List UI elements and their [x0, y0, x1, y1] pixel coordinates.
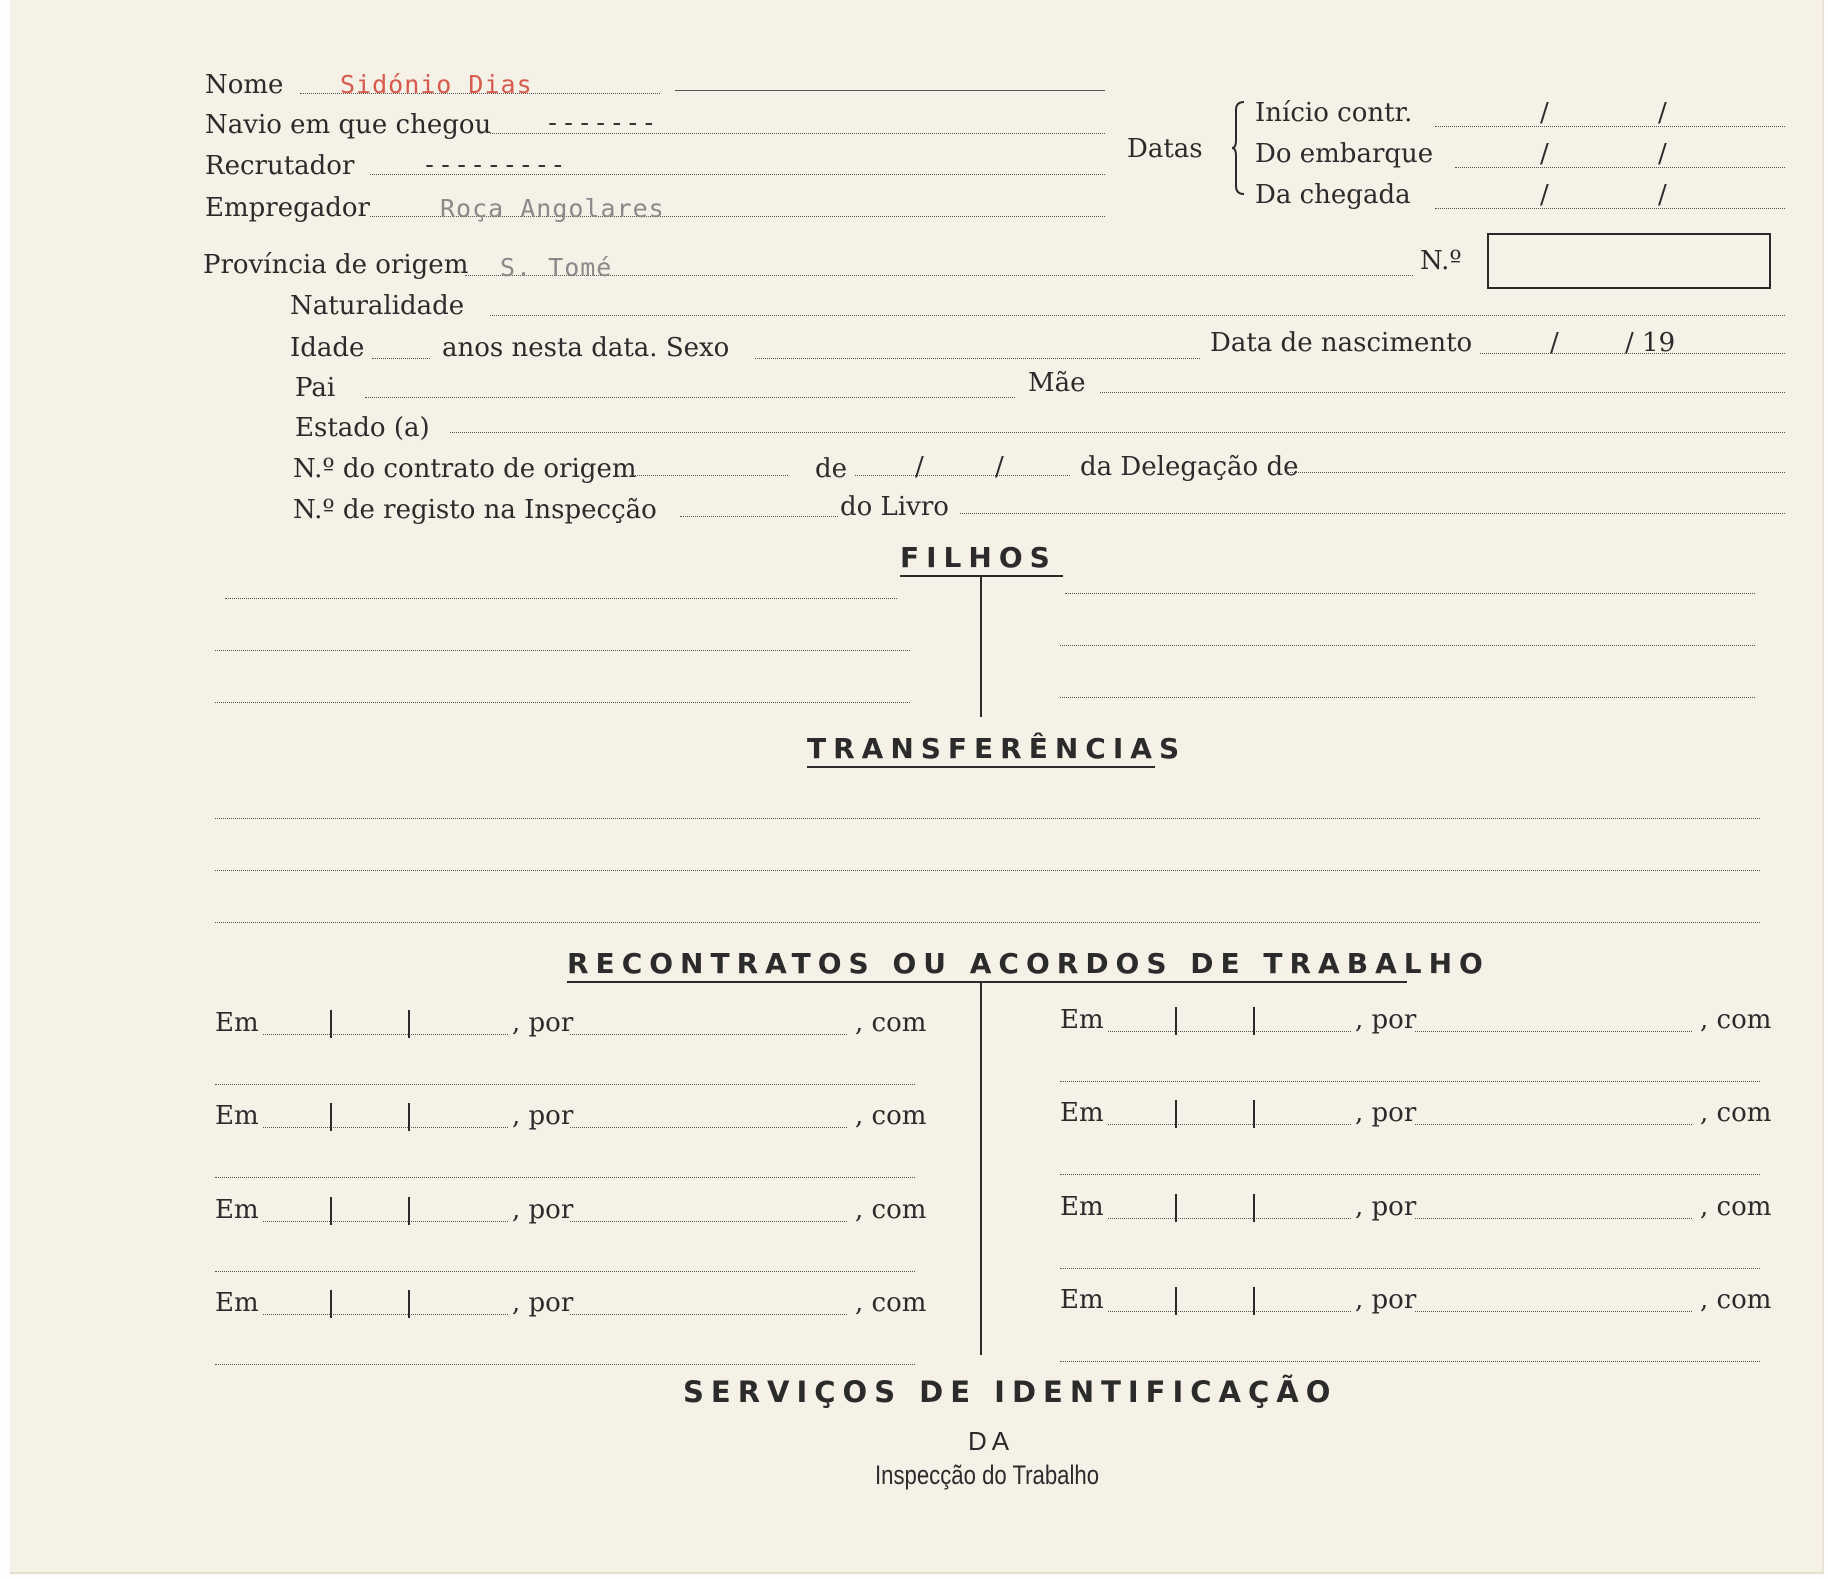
- recontrato-por-line: [570, 1314, 847, 1315]
- recontrato-com-label: , com: [1700, 1192, 1772, 1222]
- recontrato-date-line: [263, 1314, 508, 1315]
- recontrato-em-label: Em: [1060, 1285, 1104, 1315]
- recontrato-por-line: [1415, 1311, 1692, 1312]
- recontrato-com-label: , com: [855, 1008, 927, 1038]
- idade-label: Idade: [290, 333, 365, 363]
- nascimento-slash: /: [1550, 328, 1559, 358]
- chegada-label: Da chegada: [1255, 180, 1411, 210]
- recontrato-em-label: Em: [1060, 1098, 1104, 1128]
- recrutador-label: Recrutador: [205, 151, 355, 181]
- registo-label: N.º de registo na Inspecção: [293, 495, 657, 525]
- recontrato-continuation-line: [1060, 1174, 1760, 1175]
- sexo-line: [755, 358, 1200, 359]
- footer-da: DA: [968, 1426, 1015, 1456]
- filhos-line-l2: [215, 650, 910, 651]
- embarque-line: [1455, 167, 1785, 168]
- inicio-slash-2: /: [1658, 98, 1667, 128]
- chegada-slash-1: /: [1540, 180, 1549, 210]
- recontrato-date-tick: [1175, 1194, 1177, 1222]
- recontrato-por-line: [570, 1221, 847, 1222]
- mae-label: Mãe: [1028, 368, 1086, 398]
- delegacao-line: [1285, 472, 1785, 473]
- recontrato-date-line: [263, 1034, 508, 1035]
- transferencias-line-2: [215, 870, 1760, 871]
- recontrato-em-label: Em: [215, 1101, 259, 1131]
- empregador-label: Empregador: [205, 193, 370, 223]
- naturalidade-line: [490, 315, 1785, 316]
- naturalidade-label: Naturalidade: [290, 291, 465, 321]
- livro-label: do Livro: [840, 492, 949, 522]
- recontrato-date-tick: [330, 1290, 332, 1318]
- pai-label: Pai: [295, 373, 336, 403]
- footer-servicos: SERVIÇOS DE IDENTIFICAÇÃO: [683, 1375, 1338, 1409]
- numero-label: N.º: [1420, 246, 1462, 276]
- recrutador-value: ---------: [422, 150, 567, 179]
- recontrato-por-line: [570, 1127, 847, 1128]
- recontrato-continuation-line: [1060, 1268, 1760, 1269]
- recontrato-date-tick: [1253, 1100, 1255, 1128]
- recontrato-por-label: , por: [1355, 1005, 1417, 1035]
- recontrato-com-label: , com: [855, 1288, 927, 1318]
- recontrato-date-tick: [408, 1010, 410, 1038]
- recontrato-em-label: Em: [1060, 1192, 1104, 1222]
- recontrato-com-label: , com: [1700, 1285, 1772, 1315]
- nome-value: Sidónio Dias: [340, 70, 533, 99]
- filhos-line-l1: [225, 598, 897, 599]
- datas-label: Datas: [1127, 134, 1203, 164]
- recontrato-date-line: [1108, 1031, 1351, 1032]
- identification-card: [10, 0, 1824, 1574]
- recontratos-heading: RECONTRATOS OU ACORDOS DE TRABALHO: [567, 947, 1490, 980]
- embarque-slash-2: /: [1658, 139, 1667, 169]
- recontrato-date-line: [1108, 1124, 1351, 1125]
- recontratos-divider: [980, 983, 982, 1355]
- provincia-label: Província de origem: [203, 250, 469, 280]
- recontrato-date-tick: [408, 1290, 410, 1318]
- recontrato-date-tick: [330, 1197, 332, 1225]
- recontrato-date-tick: [1175, 1007, 1177, 1035]
- recontrato-com-label: , com: [1700, 1005, 1772, 1035]
- recontrato-continuation-line: [215, 1177, 915, 1178]
- recontrato-com-label: , com: [855, 1195, 927, 1225]
- recontrato-em-label: Em: [215, 1195, 259, 1225]
- contrato-line: [630, 475, 788, 476]
- nascimento-label: Data de nascimento: [1210, 328, 1473, 358]
- provincia-value: S. Tomé: [500, 253, 613, 282]
- livro-line: [960, 513, 1785, 514]
- recontrato-date-line: [263, 1127, 508, 1128]
- recontrato-por-line: [1415, 1124, 1692, 1125]
- recontrato-date-tick: [1253, 1287, 1255, 1315]
- recontrato-date-tick: [1253, 1007, 1255, 1035]
- recontrato-continuation-line: [215, 1271, 915, 1272]
- filhos-line-l3: [215, 702, 910, 703]
- recontrato-por-label: , por: [512, 1101, 574, 1131]
- footer-inspeccao: Inspecção do Trabalho: [875, 1460, 1100, 1490]
- recontrato-por-label: , por: [1355, 1285, 1417, 1315]
- estado-label: Estado (a): [295, 413, 430, 443]
- estado-line: [450, 432, 1785, 433]
- recontrato-continuation-line: [215, 1364, 915, 1365]
- contrato-label: N.º do contrato de origem: [293, 454, 637, 484]
- de-slash-1: /: [915, 452, 924, 482]
- recontrato-date-tick: [1175, 1100, 1177, 1128]
- idade-line: [372, 358, 430, 359]
- filhos-line-r1: [1065, 593, 1755, 594]
- recontratos-underline: [567, 981, 1407, 983]
- recontrato-date-tick: [408, 1103, 410, 1131]
- navio-value: -------: [545, 108, 658, 137]
- embarque-slash-1: /: [1540, 139, 1549, 169]
- recontrato-em-label: Em: [215, 1008, 259, 1038]
- recontrato-continuation-line: [1060, 1081, 1760, 1082]
- recontrato-date-tick: [330, 1103, 332, 1131]
- transferencias-line-3: [215, 922, 1760, 923]
- recontrato-por-label: , por: [512, 1195, 574, 1225]
- filhos-line-r2: [1060, 645, 1755, 646]
- chegada-line: [1435, 208, 1785, 209]
- recontrato-em-label: Em: [215, 1288, 259, 1318]
- nome-label: Nome: [205, 70, 284, 100]
- anos-label: anos nesta data. Sexo: [442, 333, 730, 363]
- recontrato-date-tick: [1175, 1287, 1177, 1315]
- recontrato-date-tick: [330, 1010, 332, 1038]
- pai-line: [365, 397, 1015, 398]
- recontrato-por-line: [1415, 1218, 1692, 1219]
- embarque-label: Do embarque: [1255, 139, 1434, 169]
- recontrato-por-label: , por: [512, 1008, 574, 1038]
- recontrato-por-label: , por: [1355, 1098, 1417, 1128]
- nascimento-year: / 19: [1625, 328, 1676, 358]
- delegacao-label: da Delegação de: [1080, 452, 1299, 482]
- chegada-slash-2: /: [1658, 180, 1667, 210]
- inicio-label: Início contr.: [1255, 98, 1413, 128]
- recontrato-date-tick: [408, 1197, 410, 1225]
- recontrato-date-tick: [1253, 1194, 1255, 1222]
- filhos-heading: FILHOS: [900, 541, 1057, 574]
- filhos-divider: [980, 577, 982, 717]
- mae-line: [1100, 392, 1785, 393]
- recontrato-continuation-line: [215, 1084, 915, 1085]
- de-label: de: [815, 454, 848, 484]
- recontrato-continuation-line: [1060, 1361, 1760, 1362]
- recontrato-por-label: , por: [1355, 1192, 1417, 1222]
- navio-label: Navio em que chegou: [205, 110, 492, 140]
- registo-line: [680, 516, 838, 517]
- recontrato-com-label: , com: [1700, 1098, 1772, 1128]
- transferencias-line-1: [215, 818, 1760, 819]
- transferencias-heading: TRANSFERÊNCIAS: [807, 732, 1187, 765]
- numero-box: [1487, 233, 1771, 289]
- recontrato-por-label: , por: [512, 1288, 574, 1318]
- recontrato-date-line: [1108, 1218, 1351, 1219]
- de-line: [855, 475, 1070, 476]
- recontrato-por-line: [570, 1034, 847, 1035]
- de-slash-2: /: [995, 452, 1004, 482]
- recontrato-date-line: [263, 1221, 508, 1222]
- empregador-value: Roça Angolares: [440, 194, 665, 223]
- recontrato-por-line: [1415, 1031, 1692, 1032]
- nome-line-b: [675, 90, 1105, 91]
- datas-brace: [1232, 100, 1248, 196]
- transferencias-underline: [807, 766, 1155, 768]
- filhos-line-r3: [1060, 697, 1755, 698]
- inicio-line: [1435, 126, 1785, 127]
- inicio-slash-1: /: [1540, 98, 1549, 128]
- recontrato-em-label: Em: [1060, 1005, 1104, 1035]
- recontrato-com-label: , com: [855, 1101, 927, 1131]
- recontrato-date-line: [1108, 1311, 1351, 1312]
